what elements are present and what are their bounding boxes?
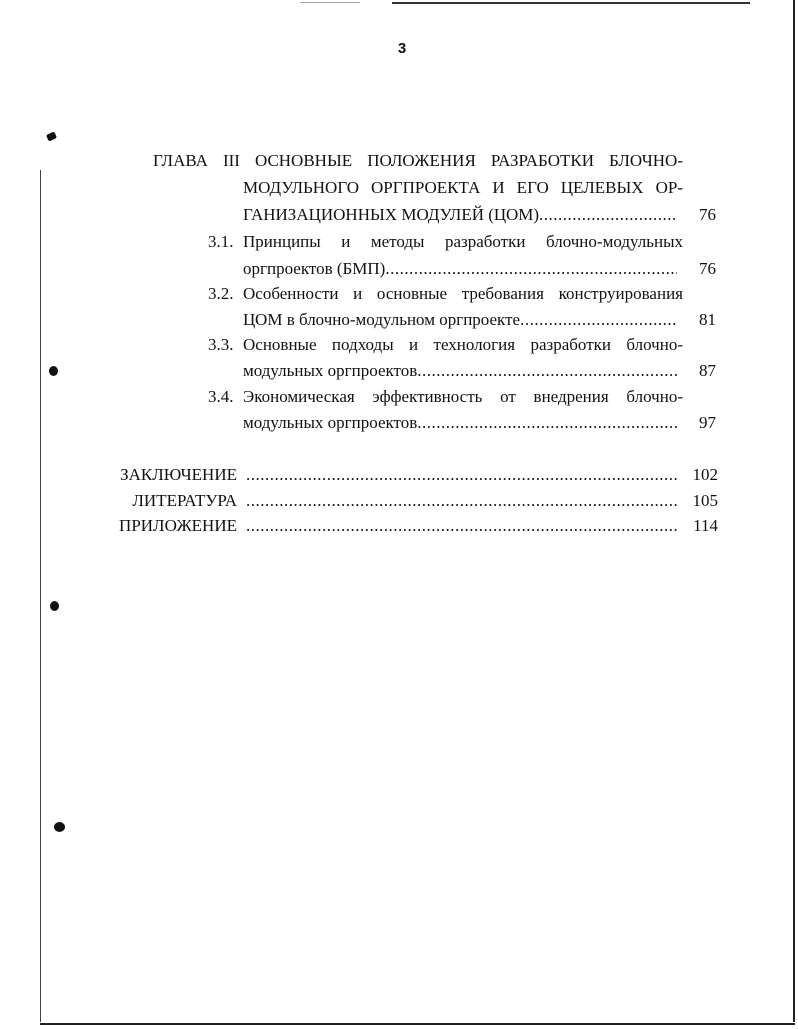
- dot-leader: [417, 358, 677, 384]
- toc-chapter-line-3: [0, 202, 798, 228]
- top-rule-faint: [300, 2, 360, 3]
- section-leader: [243, 358, 677, 384]
- toc-entry-3-3-cont[interactable]: [0, 358, 798, 384]
- backmatter-page-number: 105: [692, 491, 718, 510]
- section-number: 3.3.: [208, 335, 234, 354]
- toc-entry-3-4[interactable]: [0, 384, 798, 410]
- toc-entry-3-2-cont[interactable]: [0, 307, 798, 333]
- section-title-cont: оргпроектов (БМП): [243, 259, 386, 278]
- toc-entry-literature[interactable]: [0, 488, 798, 514]
- section-leader: [243, 256, 677, 282]
- toc-entry-3-3[interactable]: [0, 332, 798, 358]
- dot-leader: [539, 202, 677, 228]
- chapter-title-line-2: МОДУЛЬНОГО ОРГПРОЕКТА И ЕГО ЦЕЛЕВЫХ ОР-: [243, 178, 683, 197]
- scan-mark: [46, 131, 57, 141]
- section-leader: [243, 307, 677, 333]
- backmatter-title: ПРИЛОЖЕНИЕ: [119, 516, 237, 535]
- scan-mark: [54, 822, 65, 832]
- backmatter-leader: [246, 513, 679, 539]
- section-title: Основные подходы и технология разработки блочно-: [243, 335, 683, 354]
- dot-leader: [520, 307, 677, 333]
- backmatter-title: ЗАКЛЮЧЕНИЕ: [120, 465, 237, 484]
- section-title: Особенности и основные требования конструирования: [243, 284, 683, 303]
- backmatter-page-number: 102: [692, 465, 718, 484]
- backmatter-leader: [246, 488, 679, 514]
- section-page-number: 87: [699, 361, 716, 380]
- dot-leader: [246, 488, 679, 514]
- toc-entry-conclusion[interactable]: [0, 462, 798, 488]
- page-frame-bottom: [40, 1023, 795, 1025]
- section-title: Принципы и методы разработки блочно-модульных: [243, 232, 683, 251]
- section-title: Экономическая эффективность от внедрения блочно-: [243, 387, 683, 406]
- dot-leader: [385, 256, 677, 282]
- toc-entry-appendix[interactable]: [0, 513, 798, 539]
- dot-leader: [417, 410, 677, 436]
- toc-entry-3-2[interactable]: [0, 281, 798, 307]
- backmatter-leader: [246, 462, 679, 488]
- page-number: 3: [397, 40, 407, 57]
- section-page-number: 97: [699, 413, 716, 432]
- section-number: 3.4.: [208, 387, 234, 406]
- toc-entry-3-1[interactable]: [0, 229, 798, 255]
- section-title-cont: ЦОМ в блочно-модульном оргпроекте: [243, 310, 521, 329]
- chapter-page-number: 76: [699, 205, 716, 224]
- chapter-title-line-3: ГАНИЗАЦИОННЫХ МОДУЛЕЙ (ЦОМ): [243, 205, 540, 224]
- backmatter-title: ЛИТЕРАТУРА: [132, 491, 237, 510]
- chapter-leader: [243, 202, 677, 228]
- section-number: 3.1.: [208, 232, 234, 251]
- toc-chapter-line-2: [0, 175, 798, 201]
- scan-mark: [50, 601, 59, 611]
- backmatter-page-number: 114: [693, 516, 718, 535]
- toc-chapter-line-1: [0, 148, 798, 174]
- top-rule: [392, 2, 750, 4]
- section-page-number: 76: [699, 259, 716, 278]
- toc-entry-3-4-cont[interactable]: [0, 410, 798, 436]
- toc-entry-3-1-cont[interactable]: [0, 256, 798, 282]
- section-page-number: 81: [699, 310, 716, 329]
- dot-leader: [246, 513, 679, 539]
- section-number: 3.2.: [208, 284, 234, 303]
- section-title-cont: модульных оргпроектов: [243, 413, 418, 432]
- section-leader: [243, 410, 677, 436]
- chapter-title-line-1: ГЛАВА III ОСНОВНЫЕ ПОЛОЖЕНИЯ РАЗРАБОТКИ БЛОЧНО-: [153, 151, 683, 170]
- section-title-cont: модульных оргпроектов: [243, 361, 418, 380]
- dot-leader: [246, 462, 679, 488]
